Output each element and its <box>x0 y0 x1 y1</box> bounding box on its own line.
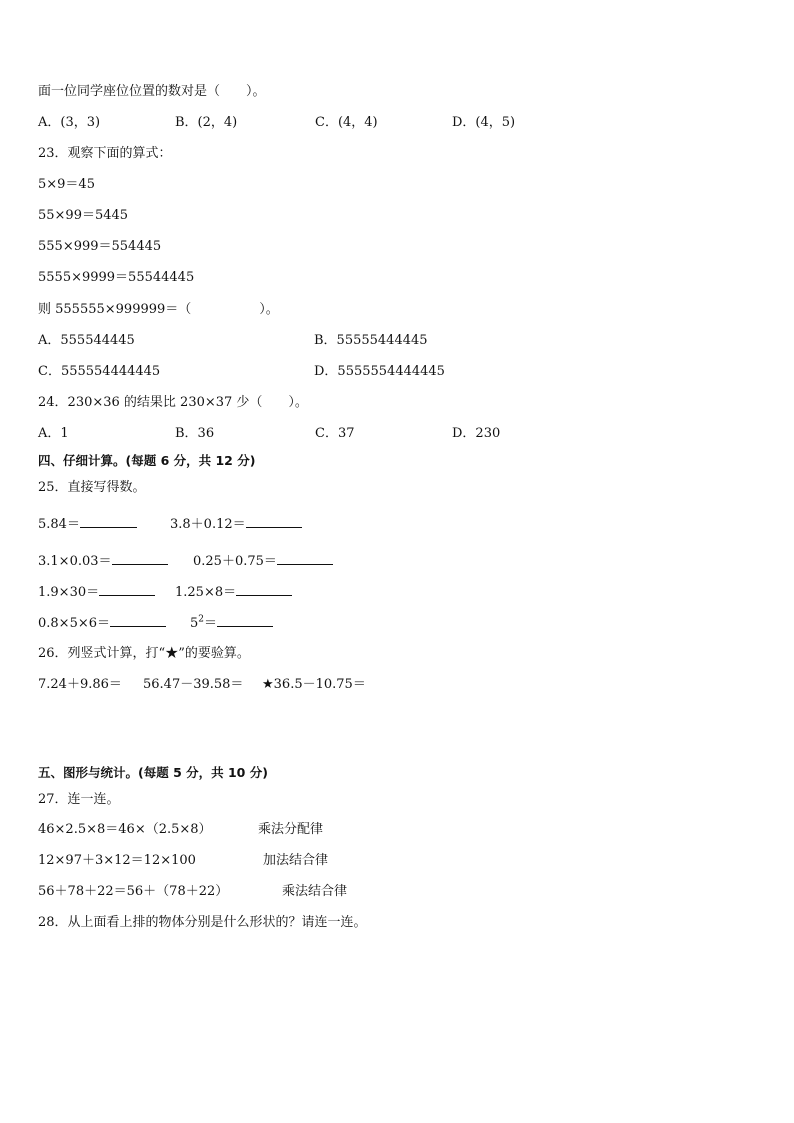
q27-left-1: 46×2.5×8＝46×（2.5×8） <box>38 822 212 837</box>
q26-stem: 26．列竖式计算，打“★”的要验算。 <box>38 646 250 661</box>
q24-option-c: C．37 <box>315 426 355 441</box>
q25-expr-8-equals: ＝ <box>204 616 218 631</box>
q25-item-2 <box>170 515 302 533</box>
q27-left-3: 56＋78＋22＝56＋（78＋22） <box>38 884 229 899</box>
q22-option-a: A．(3，3) <box>38 115 101 130</box>
q25-expr-2: 3.8＋0.12＝ <box>170 517 246 532</box>
q24-option-b: B．36 <box>175 426 215 441</box>
q23-ask-b: ）。 <box>259 302 279 317</box>
section-5-heading: 五、图形与统计。(每题 5 分，共 10 分) <box>38 765 268 780</box>
q23-option-b: B．55555444445 <box>314 333 428 348</box>
section-4-heading: 四、仔细计算。(每题 6 分，共 12 分) <box>38 453 256 468</box>
q26-item-2: 56.47－39.58＝ <box>143 677 244 692</box>
q24-stem: 24．230×36 的结果比 230×37 少（ ）。 <box>38 395 308 410</box>
q23-line-4: 5555×9999＝55544445 <box>38 270 195 285</box>
q25-expr-8-exponent: 2 <box>198 614 205 625</box>
q25-stem: 25．直接写得数。 <box>38 480 146 495</box>
q25-blank-7[interactable] <box>110 614 166 627</box>
q23-option-a: A．555544445 <box>38 333 135 348</box>
q25-expr-7: 0.8×5×6＝ <box>38 616 111 631</box>
q23-ask-a: 则 555555×999999＝（ <box>38 302 192 317</box>
q22-option-c: C．(4，4) <box>315 115 378 130</box>
q25-expr-4: 0.25＋0.75＝ <box>193 554 277 569</box>
q26-item-1: 7.24＋9.86＝ <box>38 677 122 692</box>
q25-expr-3: 3.1×0.03＝ <box>38 554 112 569</box>
q25-item-1 <box>38 515 137 533</box>
q22-stem-tail: 面一位同学座位位置的数对是（ ）。 <box>38 84 266 99</box>
q25-expr-8-base: 5 <box>190 616 199 631</box>
q22-option-b: B．(2，4) <box>175 115 238 130</box>
q23-option-c: C．555554444445 <box>38 364 161 379</box>
q25-blank-8[interactable] <box>217 614 273 627</box>
q25-item-3 <box>38 552 168 570</box>
q25-item-4 <box>193 552 333 570</box>
q23-line-2: 55×99＝5445 <box>38 208 129 223</box>
q27-right-3: 乘法结合律 <box>282 884 348 899</box>
q23-line-1: 5×9＝45 <box>38 177 95 192</box>
q25-blank-1[interactable] <box>80 515 137 528</box>
q27-left-2: 12×97＋3×12＝12×100 <box>38 853 196 868</box>
q25-blank-6[interactable] <box>236 583 292 596</box>
q27-right-2: 加法结合律 <box>263 853 329 868</box>
q25-expr-5: 1.9×30＝ <box>38 585 100 600</box>
q25-blank-3[interactable] <box>112 552 168 565</box>
q23-option-d: D．5555554444445 <box>314 364 445 379</box>
q25-item-8 <box>190 614 273 632</box>
q27-right-1: 乘法分配律 <box>258 822 324 837</box>
q27-stem: 27．连一连。 <box>38 792 120 807</box>
q25-item-6 <box>175 583 292 601</box>
q24-option-d: D．230 <box>452 426 501 441</box>
q25-expr-1: 5.84＝ <box>38 517 80 532</box>
q25-item-5 <box>38 583 155 601</box>
q25-blank-2[interactable] <box>246 515 302 528</box>
q23-ask <box>38 302 279 318</box>
q25-item-7 <box>38 614 166 632</box>
q22-option-d: D．(4，5) <box>452 115 516 130</box>
q23-line-3: 555×999＝554445 <box>38 239 162 254</box>
q25-blank-4[interactable] <box>277 552 333 565</box>
q25-blank-5[interactable] <box>99 583 155 596</box>
q25-expr-6: 1.25×8＝ <box>175 585 237 600</box>
q23-stem: 23．观察下面的算式： <box>38 146 172 161</box>
q26-item-3: ★36.5－10.75＝ <box>262 677 366 692</box>
q24-option-a: A．1 <box>38 426 69 441</box>
q28-stem: 28．从上面看上排的物体分别是什么形状的？请连一连。 <box>38 915 367 930</box>
